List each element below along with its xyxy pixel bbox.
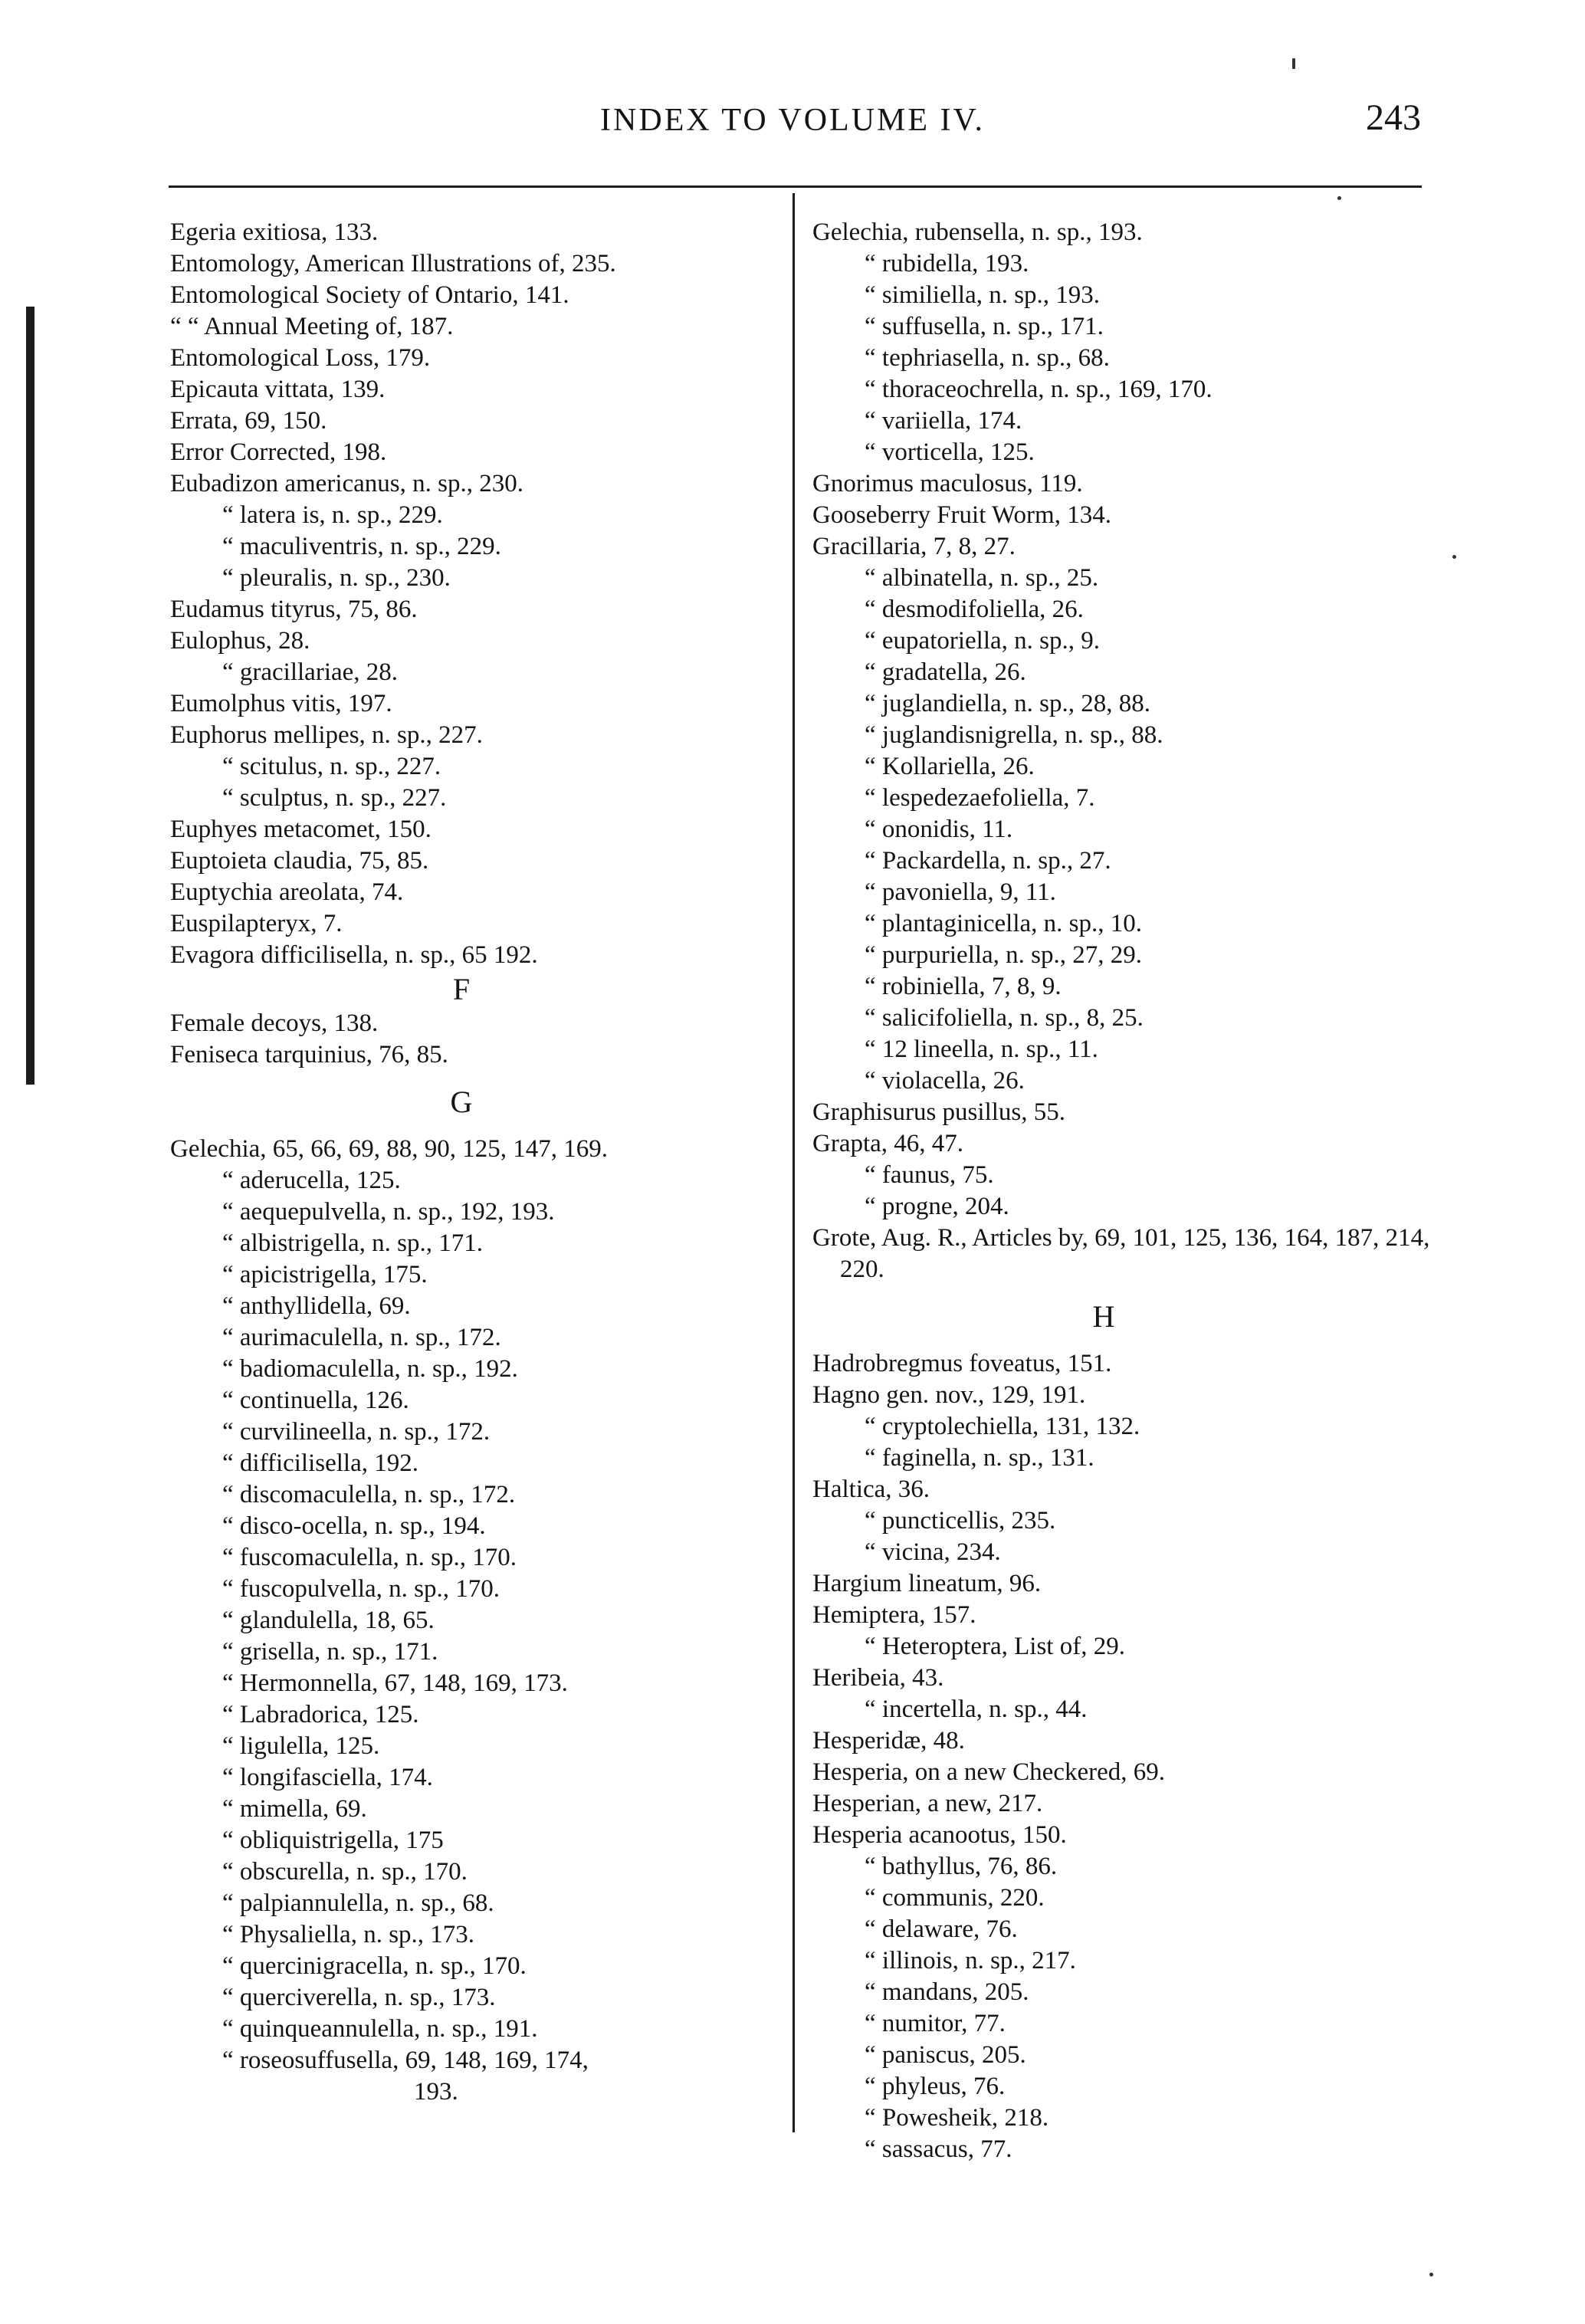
index-entry: Eudamus tityrus, 75, 86. — [170, 596, 418, 623]
running-header-title: INDEX TO VOLUME IV. — [600, 103, 985, 138]
index-subentry: “ maculiventris, n. sp., 229. — [222, 533, 501, 560]
index-subentry: “ thoraceochrella, n. sp., 169, 170. — [865, 376, 1213, 403]
index-column-left — [170, 217, 783, 2108]
index-subentry: “ querciverella, n. sp., 173. — [222, 1984, 496, 2011]
index-entry: Gracillaria, 7, 8, 27. — [812, 533, 1016, 560]
index-entry: Gelechia, rubensella, n. sp., 193. — [812, 218, 1143, 246]
index-subentry: “ fuscopulvella, n. sp., 170. — [222, 1575, 500, 1603]
index-subentry: “ robiniella, 7, 8, 9. — [865, 973, 1062, 1000]
index-subentry: “ albistrigella, n. sp., 171. — [222, 1229, 484, 1257]
index-subentry: “ Hermonnella, 67, 148, 169, 173. — [222, 1669, 568, 1697]
index-subentry: “ purpuriella, n. sp., 27, 29. — [865, 941, 1143, 969]
index-entry: Evagora difficilisella, n. sp., 65 192. — [170, 941, 538, 969]
index-subentry: “ quercinigracella, n. sp., 170. — [222, 1952, 527, 1980]
index-subentry: “ pavoniella, 9, 11. — [865, 878, 1056, 906]
index-entry: Haltica, 36. — [812, 1475, 930, 1503]
index-subentry: “ albinatella, n. sp., 25. — [865, 564, 1099, 592]
index-subentry: “ aurimaculella, n. sp., 172. — [222, 1324, 501, 1351]
index-subentry: “ apicistrigella, 175. — [222, 1261, 428, 1288]
header-rule — [169, 185, 1422, 188]
index-entry: Gnorimus maculosus, 119. — [812, 470, 1083, 497]
index-subentry: “ illinois, n. sp., 217. — [865, 1947, 1076, 1974]
index-column-right — [812, 217, 1430, 2165]
index-subentry: “ suffusella, n. sp., 171. — [865, 313, 1104, 340]
index-subentry: “ phyleus, 76. — [865, 2073, 1006, 2100]
index-entry: Female decoys, 138. — [170, 1009, 379, 1037]
index-entry: Euspilapteryx, 7. — [170, 910, 343, 937]
index-subentry: “ desmodifoliella, 26. — [865, 596, 1084, 623]
index-subentry: “ cryptolechiella, 131, 132. — [865, 1413, 1140, 1440]
index-entry: Hesperian, a new, 217. — [812, 1790, 1043, 1817]
index-subentry: “ lespedezaefoliella, 7. — [865, 784, 1095, 812]
section-letter-h: H — [1092, 1299, 1115, 1334]
index-entry: Entomological Society of Ontario, 141. — [170, 281, 569, 309]
index-subentry: “ juglandiella, n. sp., 28, 88. — [865, 690, 1151, 717]
index-subentry: “ faunus, 75. — [865, 1161, 994, 1189]
index-subentry: “ eupatoriella, n. sp., 9. — [865, 627, 1100, 655]
index-subentry: “ paniscus, 205. — [865, 2041, 1026, 2069]
index-subentry: “ obliquistrigella, 175 — [222, 1827, 444, 1854]
index-subentry: “ badiomaculella, n. sp., 192. — [222, 1355, 518, 1383]
index-entry: Grapta, 46, 47. — [812, 1130, 964, 1157]
section-letter-g: G — [450, 1085, 473, 1119]
index-entry: Entomology, American Illustrations of, 235. — [170, 250, 616, 277]
index-subentry: “ anthyllidella, 69. — [222, 1292, 411, 1320]
index-entry: Hemiptera, 157. — [812, 1601, 976, 1629]
index-entry: Grote, Aug. R., Articles by, 69, 101, 125, 136, 164, 187, 214, 220. — [812, 1224, 1430, 1283]
index-subentry: “ curvilineella, n. sp., 172. — [222, 1418, 491, 1446]
index-subentry: “ palpiannulella, n. sp., 68. — [222, 1889, 494, 1917]
scan-speck — [1429, 2273, 1433, 2276]
index-subentry: “ plantaginicella, n. sp., 10. — [865, 910, 1142, 937]
scan-speck — [1452, 555, 1456, 559]
index-subentry: “ variiella, 174. — [865, 407, 1022, 435]
index-subentry: “ fuscomaculella, n. sp., 170. — [222, 1544, 517, 1571]
index-subentry: “ roseosuffusella, 69, 148, 169, 174, — [222, 2047, 589, 2074]
index-entry: Epicauta vittata, 139. — [170, 376, 386, 403]
index-subentry: “ Heteroptera, List of, 29. — [865, 1633, 1125, 1660]
index-subentry: “ numitor, 77. — [865, 2010, 1006, 2037]
index-subentry: “ delaware, 76. — [865, 1915, 1018, 1943]
index-subentry: “ salicifoliella, n. sp., 8, 25. — [865, 1004, 1144, 1032]
index-subentry: “ tephriasella, n. sp., 68. — [865, 344, 1110, 372]
index-subentry: “ incertella, n. sp., 44. — [865, 1695, 1088, 1723]
page-number: 243 — [1366, 97, 1421, 138]
index-subentry: “ discomaculella, n. sp., 172. — [222, 1481, 516, 1508]
index-subentry: “ glandulella, 18, 65. — [222, 1607, 435, 1634]
index-subentry: “ obscurella, n. sp., 170. — [222, 1858, 468, 1886]
index-subentry: “ Physaliella, n. sp., 173. — [222, 1921, 475, 1948]
index-entry: Error Corrected, 198. — [170, 438, 387, 466]
index-subentry: “ faginella, n. sp., 131. — [865, 1444, 1094, 1472]
index-entry: “ “ Annual Meeting of, 187. — [170, 313, 454, 340]
scan-speck — [1337, 196, 1341, 200]
index-subentry: “ pleuralis, n. sp., 230. — [222, 564, 451, 592]
index-entry: Gooseberry Fruit Worm, 134. — [812, 501, 1111, 529]
index-subentry: “ quinqueannulella, n. sp., 191. — [222, 2015, 538, 2043]
index-subentry: “ longifasciella, 174. — [222, 1764, 433, 1791]
index-subentry: “ vicina, 234. — [865, 1538, 1001, 1566]
section-letter-f: F — [452, 972, 471, 1006]
index-subentry: “ grisella, n. sp., 171. — [222, 1638, 438, 1666]
index-entry: Euptoieta claudia, 75, 85. — [170, 847, 429, 875]
index-entry: Errata, 69, 150. — [170, 407, 327, 435]
index-entry: Egeria exitiosa, 133. — [170, 218, 379, 246]
index-entry: Hesperia, on a new Checkered, 69. — [812, 1758, 1165, 1786]
index-subentry: “ mandans, 205. — [865, 1978, 1029, 2006]
index-entry: Euphyes metacomet, 150. — [170, 816, 432, 843]
index-entry: Euptychia areolata, 74. — [170, 878, 404, 906]
index-entry: Hesperia acanootus, 150. — [812, 1821, 1067, 1849]
index-entry: Hadrobregmus foveatus, 151. — [812, 1350, 1112, 1377]
index-subentry: “ latera is, n. sp., 229. — [222, 501, 443, 529]
index-entry: Entomological Loss, 179. — [170, 344, 431, 372]
index-subentry: “ gradatella, 26. — [865, 658, 1026, 686]
index-subentry: “ progne, 204. — [865, 1193, 1009, 1220]
index-subentry: “ rubidella, 193. — [865, 250, 1029, 277]
margin-scan-bar — [26, 307, 34, 1085]
index-subentry: “ aequepulvella, n. sp., 192, 193. — [222, 1198, 555, 1226]
index-subentry: “ puncticellis, 235. — [865, 1507, 1056, 1535]
index-subentry: “ aderucella, 125. — [222, 1167, 401, 1194]
index-entry: Eubadizon americanus, n. sp., 230. — [170, 470, 523, 497]
index-subentry: “ similiella, n. sp., 193. — [865, 281, 1101, 309]
index-subentry-continuation: 193. — [414, 2078, 458, 2106]
index-entry: Feniseca tarquinius, 76, 85. — [170, 1041, 448, 1068]
index-subentry: “ continuella, 126. — [222, 1387, 409, 1414]
index-subentry: “ Packardella, n. sp., 27. — [865, 847, 1111, 875]
index-subentry: “ sassacus, 77. — [865, 2135, 1012, 2163]
index-entry: Hargium lineatum, 96. — [812, 1570, 1042, 1597]
index-subentry: “ gracillariae, 28. — [222, 658, 399, 686]
index-subentry: “ ononidis, 11. — [865, 816, 1013, 843]
index-subentry: “ mimella, 69. — [222, 1795, 367, 1823]
index-entry: Hagno gen. nov., 129, 191. — [812, 1381, 1086, 1409]
index-subentry: “ sculptus, n. sp., 227. — [222, 784, 447, 812]
index-entry: Hesperidæ, 48. — [812, 1727, 965, 1754]
index-subentry: “ communis, 220. — [865, 1884, 1045, 1912]
index-subentry: “ scitulus, n. sp., 227. — [222, 753, 441, 780]
index-subentry: “ Kollariella, 26. — [865, 753, 1035, 780]
index-subentry: “ vorticella, 125. — [865, 438, 1035, 466]
index-entry: Heribeia, 43. — [812, 1664, 944, 1692]
index-subentry: “ difficilisella, 192. — [222, 1449, 418, 1477]
index-subentry: “ Labradorica, 125. — [222, 1701, 419, 1728]
index-subentry: “ juglandisnigrella, n. sp., 88. — [865, 721, 1163, 749]
index-entry: Gelechia, 65, 66, 69, 88, 90, 125, 147, 169. — [170, 1135, 609, 1163]
index-entry: Euphorus mellipes, n. sp., 227. — [170, 721, 483, 749]
index-subentry: “ violacella, 26. — [865, 1067, 1025, 1095]
index-subentry: “ disco-ocella, n. sp., 194. — [222, 1512, 486, 1540]
index-entry: Graphisurus pusillus, 55. — [812, 1098, 1065, 1126]
column-divider — [792, 193, 795, 2132]
index-entry: Eulophus, 28. — [170, 627, 310, 655]
index-subentry: “ 12 lineella, n. sp., 11. — [865, 1036, 1098, 1063]
index-subentry: “ Powesheik, 218. — [865, 2104, 1049, 2132]
index-subentry: “ ligulella, 125. — [222, 1732, 380, 1760]
index-subentry: “ bathyllus, 76, 86. — [865, 1853, 1058, 1880]
scan-speck — [1292, 58, 1295, 69]
index-entry: Eumolphus vitis, 197. — [170, 690, 392, 717]
